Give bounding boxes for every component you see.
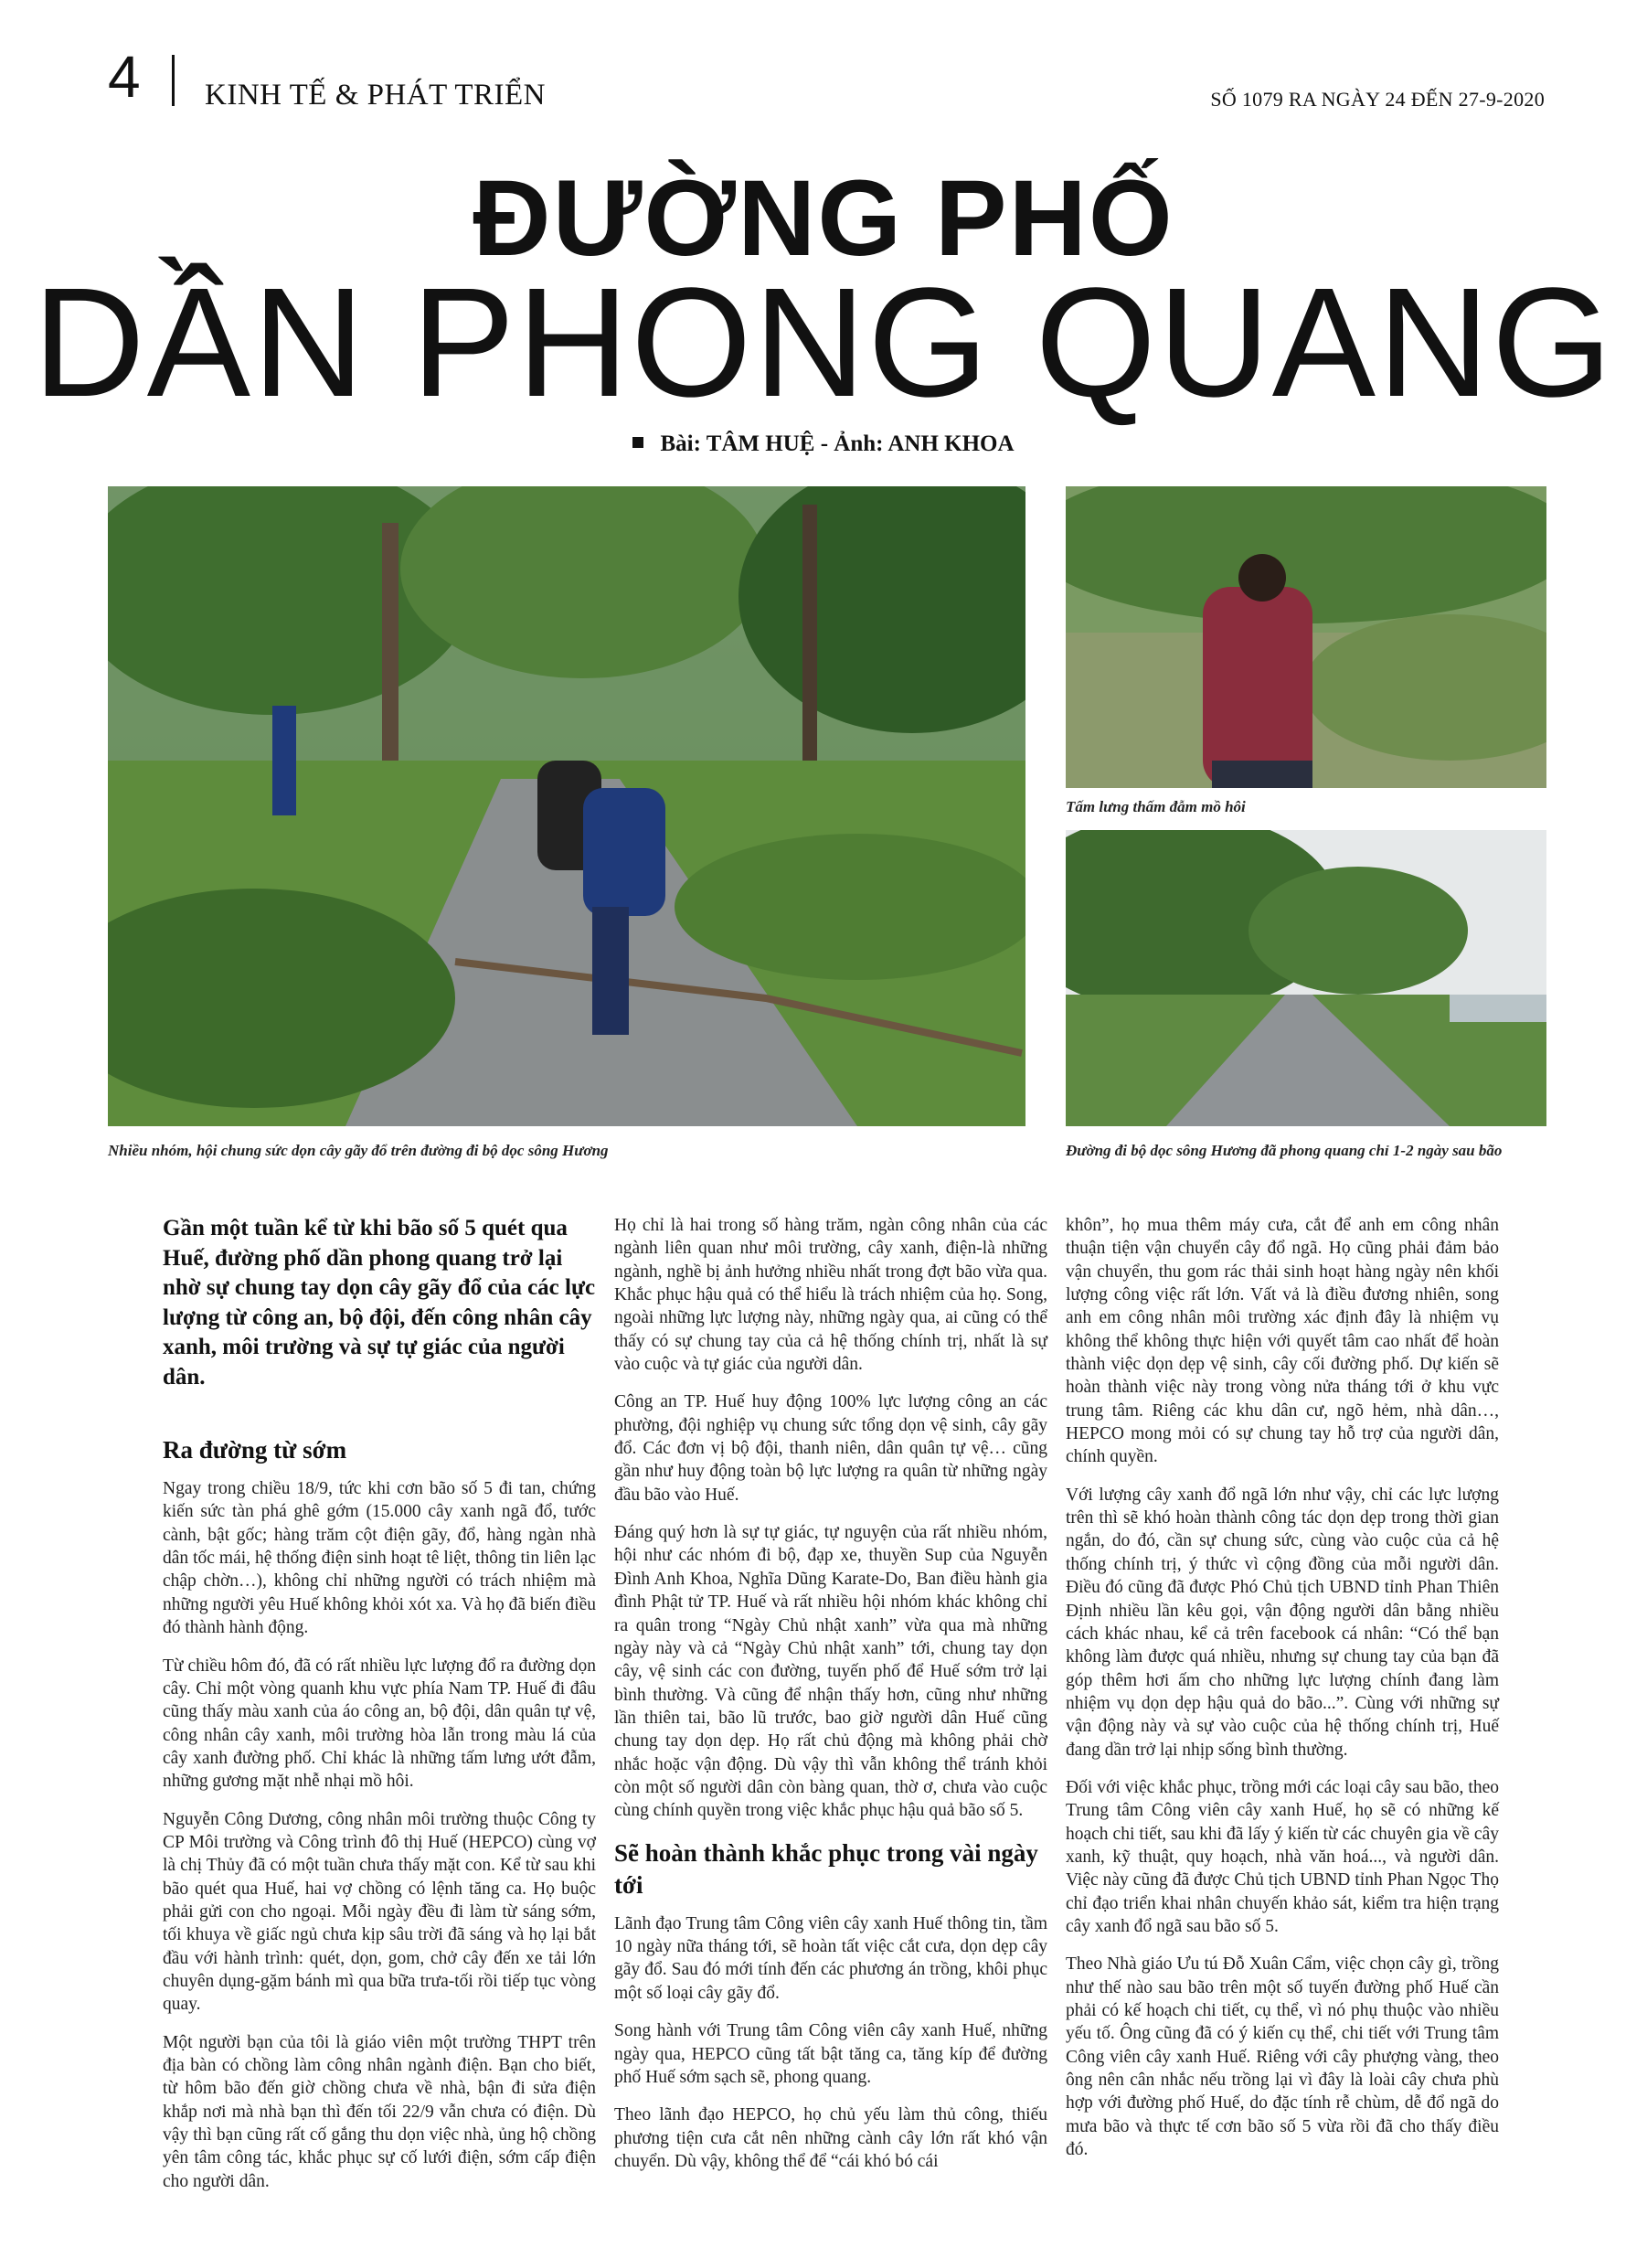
paragraph: khôn”, họ mua thêm máy cưa, cắt để anh em công nhân thuận tiện vận chuyển cây đổ ngã. Họ cũng phải đảm bảo vận chuyển, thu gom rác thải sinh hoạt hàng ngày nên khối lượng công việc rất lớn. Vất vả là điều đương nhiên, song anh em công nhân môi trường xác định đây là nhiệm vụ không thể không thực hiện với quyết tâm cao nhất để hoàn thành việc dọn dẹp vệ sinh, cây cối đường phố. Dự kiến sẽ hoàn thành việc này trong vòng nửa tháng tới ở khu vực trung tâm. Riêng các khu dân cư, ngõ hẻm, nhà dân…, HEPCO mong mỏi có sự chung tay hỗ trợ của người dân, chính quyền. <box>1066 1216 1499 1467</box>
caption-photo-main: Nhiều nhóm, hội chung sức dọn cây gãy đổ trên đường đi bộ dọc sông Hương <box>108 1142 609 1159</box>
paragraph: Theo lãnh đạo HEPCO, họ chủ yếu làm thủ công, thiếu phương tiện cưa cắt nên những cành cây lớn rất khó vận chuyển. Dù vậy, không thể để “cái khó bó cái <box>614 2105 1047 2171</box>
paragraph: Ngay trong chiều 18/9, tức khi cơn bão số 5 đi tan, chứng kiến sức tàn phá ghê gớm (15.000 cây xanh ngã đổ, tước cành, bật gốc; hàng trăm cột điện gãy, đổ, hàng ngàn nhà dân tốc mái, hệ thống điện sinh hoạt tê liệt, thông tin liên lạc chập chờn…), không chỉ những người có trách nhiệm mà những người yêu Huế không khỏi xót xa. Và họ đã biến điều đó thành hành động. <box>163 1479 596 1638</box>
issue-info: SỐ 1079 RA NGÀY 24 ĐẾN 27-9-2020 <box>1210 88 1545 111</box>
paragraph: Đáng quý hơn là sự tự giác, tự nguyện của rất nhiều nhóm, hội như các nhóm đi bộ, đạp xe, thuyền Sup của Nguyễn Đình Anh Khoa, Nghĩa Dũng Karate-Do, Ban điều hành gia đình Phật tử TP. Huế và rất nhiều hội nhóm khác không chỉ ra quân trong “Ngày Chủ nhật xanh” vừa qua mà những ngày này và cả “Ngày Chủ nhật xanh” tới, chung tay dọn cây, vệ sinh các con đường, tuyến phố để Huế sớm trở lại bình thường. Và cũng để nhận thấy hơn, cũng như những lần thiên tai, bão lũ trước, bao giờ người dân Huế cũng chung tay dọn dẹp. Họ rất chủ động mà không phải chờ nhắc hoặc vận động. Dù vậy thì vẫn không thể tránh khỏi còn một số người dân còn bàng quan, thờ ơ, chưa vào cuộc cùng chính quyền trong việc khắc phục hậu quả bão số 5. <box>614 1523 1047 1821</box>
text-column-2 <box>614 1214 1047 2188</box>
caption-photo-top-right: Tấm lưng thấm đẫm mồ hôi <box>1066 798 1246 815</box>
paragraph: Lãnh đạo Trung tâm Công viên cây xanh Huế thông tin, tầm 10 ngày nữa tháng tới, sẽ hoàn tất việc cắt cưa, dọn dẹp cây gãy đổ. Sau đó mới tính đến các phương án trồng, khôi phục một số loại cây gãy đổ. <box>614 1913 1047 2003</box>
paragraph: Theo Nhà giáo Ưu tú Đỗ Xuân Cẩm, việc chọn cây gì, trồng như thế nào sau bão trên một số tuyến đường phố Huế cần phải có kế hoạch chi tiết, cụ thể, vì nó phụ thuộc vào nhiều yếu tố. Ông cũng đã có ý kiến cụ thể, chi tiết với Trung tâm Công viên cây xanh Huế. Riêng với cây phượng vàng, theo ông nên cân nhắc nếu trồng lại vì đây là loài cây chưa phù hợp với đường phố Huế, do đặc tính rễ chùm, dễ đổ ngã do mưa bão và thực tế cơn bão số 5 vừa rồi đã cho thấy điều đó. <box>1066 1954 1499 2160</box>
photo-bottom-right <box>1066 830 1546 1126</box>
photo-top-right <box>1066 486 1546 788</box>
text-column-3 <box>1066 1214 1499 2176</box>
paragraph: Đối với việc khắc phục, trồng mới các loại cây sau bão, theo Trung tâm Công viên cây xanh Huế, họ sẽ có những kế hoạch chi tiết, sau khi đã lấy ý kiến từ các chuyên gia về cây xanh, kỹ thuật, quy hoạch, nhà văn hoá..., và người dân. Việc này cũng đã được Chủ tịch UBND tỉnh Phan Ngọc Thọ chỉ đạo triển khai nhân chuyến khảo sát, kiểm tra hiện trạng cây xanh đổ ngã sau bão số 5. <box>1066 1777 1499 1936</box>
paragraph: Một người bạn của tôi là giáo viên một trường THPT trên địa bàn có chồng làm công nhân ngành điện. Bạn cho biết, từ hôm bão đến giờ chồng chưa về nhà, bận đi sửa điện khắp nơi mà nhà bạn thì đến tối 22/9 vẫn chưa có điện. Dù vậy thì bạn cũng rất cố gắng thu dọn việc nhà, ủng hộ chồng yên tâm công tác, khắc phục sự cố lưới điện, sớm cấp điện cho người dân. <box>163 2032 596 2191</box>
subhead-hoan-thanh-khac-phuc: Sẽ hoàn thành khắc phục trong vài ngày tới <box>614 1838 1038 1899</box>
article-title-line1: ĐƯỜNG PHỐ <box>473 158 1174 279</box>
byline-text: Bài: TÂM HUỆ - Ảnh: ANH KHOA <box>660 431 1015 456</box>
byline-bullet <box>632 437 643 448</box>
photo-main <box>108 486 1025 1126</box>
paragraph: Nguyễn Công Dương, công nhân môi trường thuộc Công ty CP Môi trường và Công trình đô thị Huế (HEPCO) cùng vợ là chị Thủy đã có một tuần chưa thấy mặt con. Kể từ sau khi bão quét qua Huế, hai vợ chồng có lệnh tăng ca. Họ buộc phải gửi con cho ngoại. Mỗi ngày đều đi làm từ sáng sớm, tối khuya về giấc ngủ chưa kịp sâu trời đã sáng và họ lại bắt đầu với hành trình: quét, dọn, gom, chở cây đến xe tải lớn chuyên dụng-gặm bánh mì qua bữa trưa-tối rồi tiếp tục vòng quay. <box>163 1809 596 2015</box>
paragraph: Song hành với Trung tâm Công viên cây xanh Huế, những ngày qua, HEPCO cũng tất bật tăng ca, tăng kíp để đường phố Huế sớm sạch sẽ, phong quang. <box>614 2021 1047 2087</box>
paragraph: Với lượng cây xanh đổ ngã lớn như vậy, chỉ các lực lượng trên thì sẽ khó hoàn thành công tác dọn dẹp trong thời gian ngắn, do đó, cần sự chung sức, cùng vào cuộc của cả hệ thống chính trị, ý thức vì cộng đồng của mỗi người dân. Điều đó cũng đã được Phó Chủ tịch UBND tỉnh Phan Thiên Định nhiều lần kêu gọi, vận động người dân bằng nhiều cách khác nhau, kể cả trên facebook cá nhân: “Có thể bạn không làm được quá nhiều, nhưng sự chung tay của bạn đã góp thêm hơi ấm cho những lực lượng chính đang làm nhiệm vụ dọn dẹp hậu quả do bão...”. Cùng với những sự vận động này và sự vào cuộc của hệ thống chính trị, Huế đang dần trở lại nhịp sống bình thường. <box>1066 1485 1499 1760</box>
header-divider <box>172 55 175 106</box>
article-title-line2: DẦN PHONG QUANG <box>32 256 1615 430</box>
page-number: 4 <box>108 44 141 110</box>
paragraph: Họ chỉ là hai trong số hàng trăm, ngàn công nhân của các ngành liên quan như môi trường, cây xanh, điện-là những ngành, nghề bị ảnh hưởng nhiều nhất trong đợt bão vừa qua. Khắc phục hậu quả có thể hiểu là trách nhiệm của họ. Song, ngoài những lực lượng này, những ngày qua, ai cũng có thể thấy có sự chung tay của cả hệ thống chính trị, nhất là sự vào cuộc và tự giác của người dân. <box>614 1216 1047 1375</box>
section-name: KINH TẾ & PHÁT TRIỂN <box>205 79 546 112</box>
paragraph: Công an TP. Huế huy động 100% lực lượng công an các phường, đội nghiệp vụ chung sức tổng dọn vệ sinh, cây gãy đổ. Các đơn vị bộ đội, thanh niên, dân quân tự vệ… cũng gần như huy động toàn bộ lực lượng ra quân từ những ngày đầu bão vào Huế. <box>614 1392 1047 1505</box>
byline <box>0 431 1647 457</box>
paragraph: Từ chiều hôm đó, đã có rất nhiều lực lượng đổ ra đường dọn cây. Chỉ một vòng quanh khu vực phía Nam TP. Huế đi đâu cũng thấy màu xanh của áo công an, bộ đội, dân quân tự vệ, công nhân cây xanh, môi trường hòa lẫn trong màu lá của cây xanh đường phố. Chỉ khác là những tấm lưng ướt đẫm, những gương mặt nhễ nhại mồ hôi. <box>163 1656 596 1792</box>
text-column-1 <box>163 1214 596 2208</box>
lead-paragraph: Gần một tuần kể từ khi bão số 5 quét qua Huế, đường phố dần phong quang trở lại nhờ sự chung tay dọn cây gãy đổ của các lực lượng từ công an, bộ đội, đến công nhân cây xanh, môi trường và sự tự giác của người dân. <box>163 1216 596 1390</box>
caption-photo-bottom-right: Đường đi bộ dọc sông Hương đã phong quang chỉ 1-2 ngày sau bão <box>1066 1142 1503 1159</box>
subhead-ra-duong-tu-som: Ra đường từ sớm <box>163 1436 347 1464</box>
